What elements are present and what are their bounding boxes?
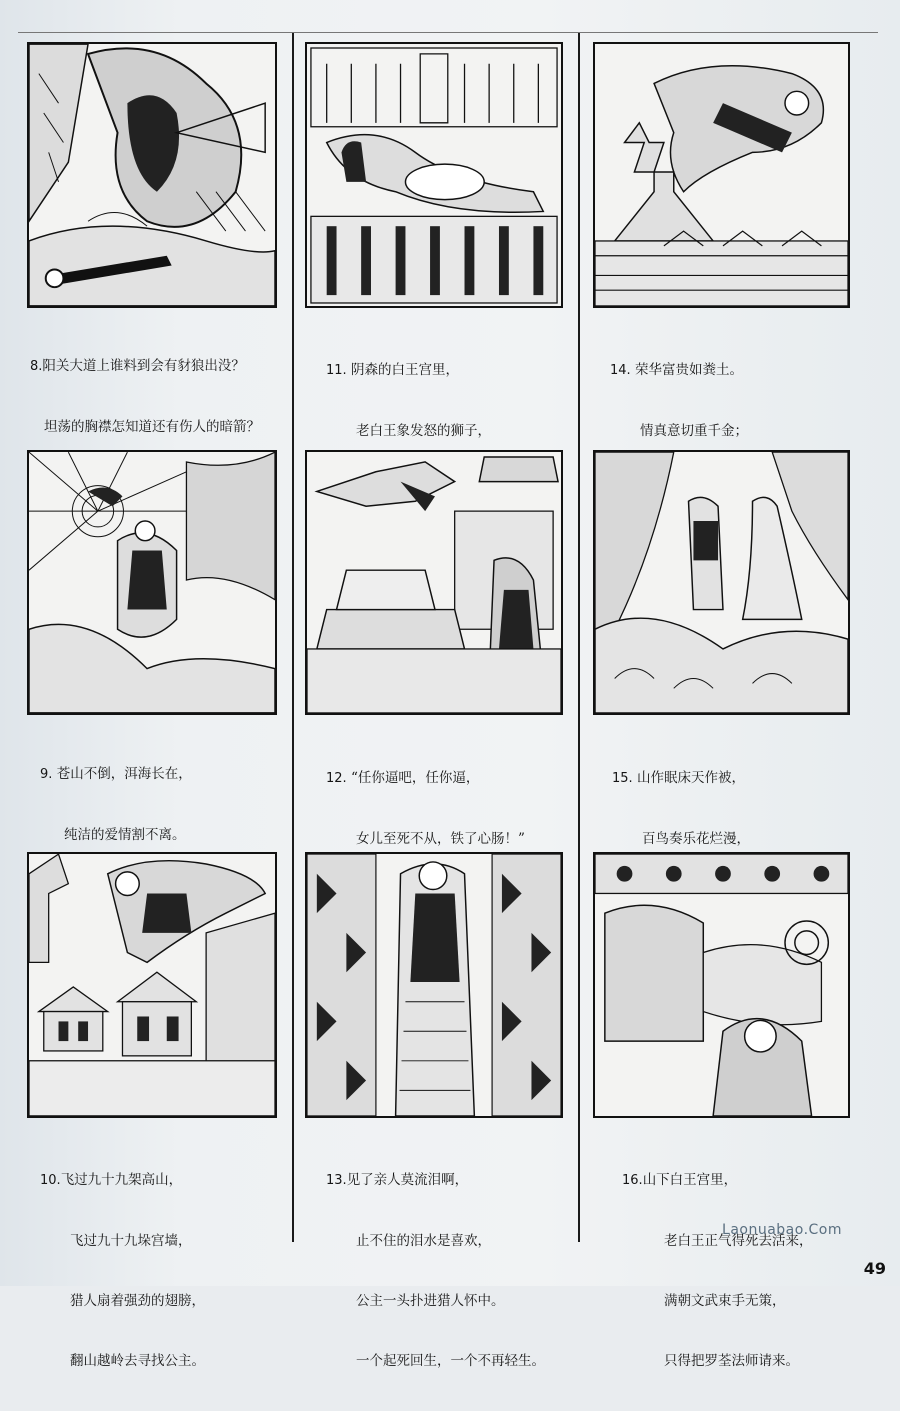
embrace-drawing bbox=[307, 854, 561, 1116]
caption-8-line-1: 阳关大道上谁料到会有豺狼出没？ bbox=[42, 358, 245, 374]
panel-16-illustration bbox=[593, 852, 850, 1118]
caption-16-number: 16. bbox=[622, 1173, 643, 1188]
caption-9-line-2: 纯洁的爱情割不离。 bbox=[64, 827, 186, 843]
caption-13-line-2: 止不住的泪水是喜欢， bbox=[356, 1233, 491, 1249]
panel-12-illustration bbox=[305, 450, 563, 715]
top-rule bbox=[18, 32, 878, 33]
column-divider-right bbox=[578, 32, 580, 1242]
caption-11-line-1: 阴森的白王宫里， bbox=[350, 362, 459, 378]
caption-10 bbox=[40, 1130, 205, 1411]
king-summons-monk-drawing bbox=[595, 854, 848, 1116]
caption-10-line-4: 翻山越岭去寻找公主。 bbox=[70, 1353, 205, 1369]
caption-13 bbox=[326, 1130, 545, 1411]
page-number: 49 bbox=[863, 1259, 886, 1278]
eagle-gives-wings-drawing bbox=[29, 452, 275, 713]
caption-8-line-2: 坦荡的胸襟怎知道还有伤人的暗箭？ bbox=[44, 419, 260, 435]
caption-13-line-3: 公主一头扑进猎人怀中。 bbox=[356, 1293, 505, 1309]
hunter-ambush-drawing bbox=[29, 44, 275, 306]
panel-13-illustration bbox=[305, 852, 563, 1118]
caption-16-line-3: 满朝文武束手无策， bbox=[664, 1293, 786, 1309]
column-divider-left bbox=[292, 32, 294, 1242]
caption-14-number: 14. bbox=[610, 363, 631, 378]
caption-15-number: 15. bbox=[612, 771, 633, 786]
caption-9-number: 9. bbox=[40, 767, 53, 782]
caption-12-line-2: 女儿至死不从，铁了心肠！” bbox=[356, 831, 525, 847]
caption-11-line-2: 老白王象发怒的狮子， bbox=[356, 423, 491, 439]
caption-8-number: 8. bbox=[30, 359, 43, 374]
caption-10-line-1: 飞过九十九架高山， bbox=[60, 1172, 183, 1188]
caption-10-number: 10. bbox=[40, 1173, 61, 1188]
caption-10-line-2: 飞过九十九垛宫墙， bbox=[70, 1233, 192, 1249]
princess-window-drawing bbox=[307, 452, 561, 713]
caption-14-line-1: 荣华富贵如粪土。 bbox=[634, 362, 743, 378]
panel-9-illustration bbox=[27, 450, 277, 715]
panel-14-illustration bbox=[593, 42, 850, 308]
caption-16-line-2: 老白王正气得死去活来， bbox=[664, 1233, 813, 1249]
white-king-palace-drawing bbox=[307, 44, 561, 306]
caption-16 bbox=[622, 1130, 813, 1411]
panel-11-illustration bbox=[305, 42, 563, 308]
caption-13-number: 13. bbox=[326, 1173, 347, 1188]
caption-12-line-1: “任你逼吧，任你逼， bbox=[350, 770, 480, 786]
caption-16-line-1: 山下白王宫里， bbox=[642, 1172, 738, 1188]
watermark-text: Laonuabao.Com bbox=[722, 1222, 842, 1238]
flying-couple-drawing bbox=[595, 44, 848, 306]
caption-13-line-1: 见了亲人莫流泪啊， bbox=[346, 1172, 469, 1188]
panel-8-illustration bbox=[27, 42, 277, 308]
hunter-flying-over-palaces-drawing bbox=[29, 854, 275, 1116]
caption-12-number: 12. bbox=[326, 771, 347, 786]
caption-10-line-3: 猎人扇着强劲的翅膀， bbox=[70, 1293, 205, 1309]
caption-16-line-4: 只得把罗荃法师请来。 bbox=[664, 1353, 799, 1369]
panel-15-illustration bbox=[593, 450, 850, 715]
caption-13-line-4: 一个起死回生，一个不再轻生。 bbox=[356, 1353, 545, 1369]
caption-15-line-2: 百鸟奏乐花烂漫， bbox=[642, 831, 750, 847]
caption-14-line-2: 情真意切重千金； bbox=[640, 423, 748, 439]
couple-on-mountain-drawing bbox=[595, 452, 848, 713]
caption-15-line-1: 山作眠床天作被， bbox=[636, 770, 745, 786]
caption-9-line-1: 苍山不倒，洱海长在， bbox=[56, 766, 192, 782]
panel-10-illustration bbox=[27, 852, 277, 1118]
caption-11-number: 11. bbox=[326, 363, 347, 378]
